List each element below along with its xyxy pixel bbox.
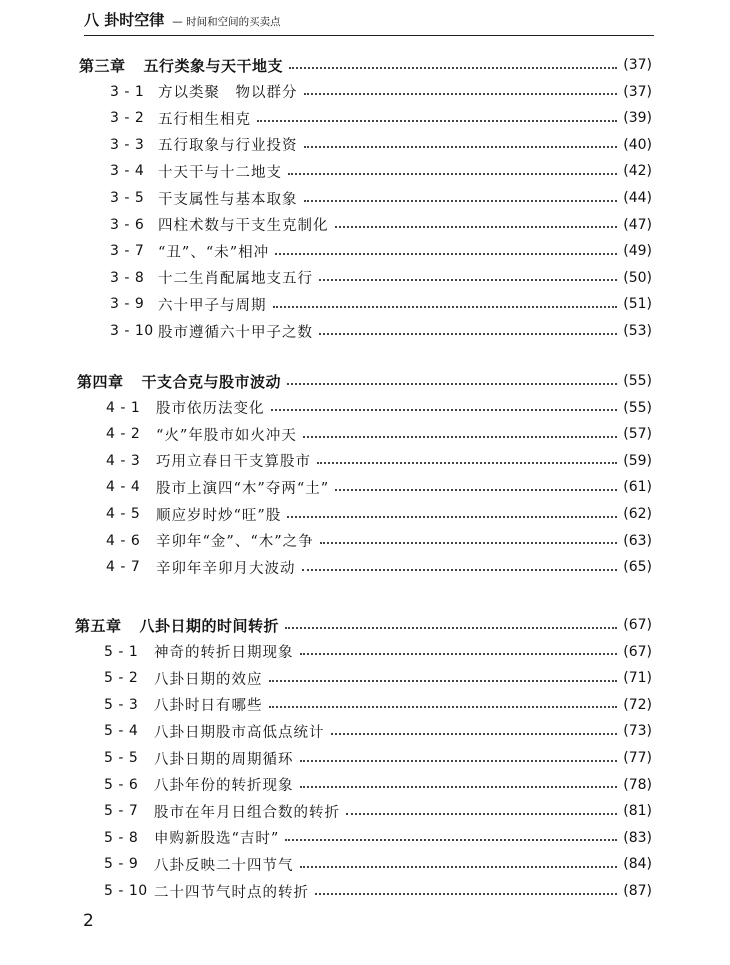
section-page: (53): [623, 323, 652, 339]
toc-section-row[interactable]: [110, 267, 652, 289]
section-page: (44): [623, 190, 652, 206]
section-page: (40): [623, 136, 652, 153]
section-page: (42): [623, 163, 652, 180]
section-number: 5 - 7: [104, 803, 139, 820]
chapter-heading: [77, 371, 281, 392]
section-title: 十天干与十二地支: [158, 164, 282, 181]
section-page: (59): [623, 452, 652, 469]
section-number: 5 - 10: [104, 883, 148, 899]
chapter-heading: [79, 55, 283, 76]
toc-section-row[interactable]: [104, 641, 652, 663]
section-title: 顺应岁时炒“旺”股: [156, 507, 282, 524]
section-title: 股市在年月日组合数的转折: [154, 804, 340, 821]
dot-leader: [315, 892, 617, 895]
toc-chapter-row[interactable]: [79, 54, 652, 76]
section-page: (37): [623, 83, 652, 100]
section-page: (62): [623, 506, 652, 522]
section-page: (67): [623, 643, 652, 660]
toc-section-row[interactable]: [110, 214, 652, 236]
section-number: 3 - 1: [110, 83, 145, 100]
section-page: (72): [623, 696, 652, 713]
toc-section-row[interactable]: [104, 667, 652, 689]
section-number: 5 - 9: [104, 856, 139, 873]
section-title: 五行取象与行业投资: [158, 138, 298, 155]
section-page: (77): [623, 750, 652, 766]
dot-leader: [300, 652, 618, 655]
toc-section-row[interactable]: [110, 320, 652, 342]
section-title: 六十甲子与周期: [158, 297, 267, 314]
section-title: 巧用立春日干支算股市: [156, 454, 311, 471]
dot-leader: [304, 92, 618, 95]
dot-leader: [285, 838, 617, 841]
dot-leader: [319, 332, 617, 335]
dot-leader: [304, 145, 618, 148]
chapter-page: (37): [623, 57, 652, 73]
dot-leader: [303, 435, 617, 438]
section-title: 干支属性与基本取象: [158, 191, 298, 208]
toc-section-row[interactable]: [110, 134, 652, 156]
section-number: 5 - 1: [104, 643, 139, 660]
dot-leader: [300, 865, 618, 868]
book-title: 八 卦时空律: [84, 11, 165, 29]
dot-leader: [275, 252, 617, 255]
section-title: 申购新股选“吉时”: [154, 831, 280, 848]
section-number: 3 - 10: [110, 323, 154, 339]
toc-section-row[interactable]: [104, 853, 652, 875]
dot-leader: [271, 408, 618, 411]
section-page: (51): [623, 296, 652, 313]
section-title: 八卦时日有哪些: [154, 698, 263, 715]
toc-section-row[interactable]: [104, 880, 652, 902]
section-number: 3 - 3: [110, 136, 145, 153]
toc-chapter-row[interactable]: [77, 370, 652, 392]
toc-section-row[interactable]: [110, 293, 652, 315]
section-title: 股市遵循六十甲子之数: [158, 324, 313, 341]
toc-section-row[interactable]: [104, 827, 652, 849]
section-title: 股市依历法变化: [156, 401, 265, 418]
section-page: (57): [623, 426, 652, 443]
section-number: 5 - 8: [104, 829, 139, 846]
section-title: 八卦日期的效应: [154, 671, 263, 688]
section-number: 4 - 4: [106, 479, 141, 496]
chapter-label: 第五章: [75, 616, 122, 635]
toc-section-row[interactable]: [110, 187, 652, 209]
dot-leader: [320, 541, 618, 544]
section-number: 3 - 4: [110, 163, 145, 180]
chapter-heading: [75, 615, 279, 636]
section-page: (63): [623, 532, 652, 549]
toc-section-row[interactable]: [106, 530, 652, 552]
section-number: 3 - 8: [110, 269, 145, 286]
section-page: (84): [623, 856, 652, 873]
section-title: 八卦反映二十四节气: [154, 857, 294, 874]
toc-section-row[interactable]: [106, 476, 652, 498]
section-title: 二十四节气时点的转折: [154, 884, 309, 901]
dot-leader: [287, 382, 617, 385]
chapter-page: (55): [623, 373, 652, 389]
section-number: 5 - 4: [104, 723, 139, 740]
section-number: 4 - 5: [106, 506, 141, 522]
section-title: 神奇的转折日期现象: [154, 645, 294, 662]
section-title: 八卦日期的周期循环: [154, 751, 294, 768]
page-number: 2: [83, 911, 94, 931]
section-page: (55): [623, 399, 652, 416]
dot-leader: [335, 488, 617, 491]
toc-section-row[interactable]: [106, 556, 652, 578]
toc-section-row[interactable]: [106, 423, 652, 445]
section-page: (50): [623, 269, 652, 286]
section-title: 四柱术数与干支生克制化: [158, 218, 329, 235]
section-number: 5 - 2: [104, 670, 139, 687]
section-number: 4 - 6: [106, 532, 141, 549]
section-page: (87): [623, 883, 652, 899]
toc-section-row[interactable]: [110, 107, 652, 129]
section-page: (39): [623, 110, 652, 127]
section-title: 股市上演四“木”夺两“土”: [156, 480, 330, 497]
chapter-label: 第三章: [79, 56, 126, 75]
section-title: 十二生肖配属地支五行: [158, 271, 313, 288]
section-title: 五行相生相克: [158, 111, 251, 128]
section-page: (81): [623, 803, 652, 820]
section-title: 八卦年份的转折现象: [154, 778, 294, 795]
section-title: 辛卯年“金”、“木”之争: [156, 534, 314, 551]
dot-leader: [304, 199, 618, 202]
section-number: 3 - 9: [110, 296, 145, 313]
book-subtitle: — 时间和空间的买卖点: [172, 16, 281, 28]
toc-section-row[interactable]: [110, 160, 652, 182]
dot-leader: [319, 278, 617, 281]
chapter-label: 第四章: [77, 372, 124, 391]
dot-leader: [269, 705, 618, 708]
section-number: 5 - 3: [104, 696, 139, 713]
dot-leader: [317, 461, 617, 464]
toc-chapter-row[interactable]: [75, 614, 652, 636]
section-number: 3 - 2: [110, 110, 145, 127]
section-number: 4 - 7: [106, 559, 141, 576]
dot-leader: [287, 515, 617, 518]
section-number: 5 - 5: [104, 750, 139, 766]
section-title: 八卦日期股市高低点统计: [154, 724, 325, 741]
dot-leader: [346, 812, 617, 815]
section-title: 方以类聚 物以群分: [158, 85, 298, 102]
section-page: (71): [623, 670, 652, 687]
toc-section-row[interactable]: [110, 240, 652, 262]
section-number: 4 - 3: [106, 452, 141, 469]
section-title: “丑”、“未”相冲: [158, 244, 270, 261]
toc-section-row[interactable]: [104, 800, 652, 822]
section-page: (61): [623, 479, 652, 496]
dot-leader: [257, 119, 617, 122]
chapter-title: 八卦日期的时间转折: [139, 616, 280, 635]
section-page: (47): [623, 216, 652, 233]
chapter-title: 干支合克与股市波动: [141, 372, 282, 391]
toc-section-row[interactable]: [106, 450, 652, 472]
section-number: 3 - 6: [110, 216, 145, 233]
dot-leader: [288, 172, 617, 175]
toc-section-row[interactable]: [104, 720, 652, 742]
section-page: (49): [623, 243, 652, 260]
section-page: (83): [623, 829, 652, 846]
dot-leader: [269, 679, 618, 682]
dot-leader: [300, 759, 618, 762]
section-page: (78): [623, 776, 652, 793]
dot-leader: [285, 626, 617, 629]
section-number: 4 - 1: [106, 399, 141, 416]
dot-leader: [300, 785, 618, 788]
dot-leader: [289, 66, 617, 69]
section-number: 4 - 2: [106, 426, 141, 443]
chapter-page: (67): [623, 617, 652, 633]
toc-section-row[interactable]: [106, 397, 652, 419]
dot-leader: [302, 568, 618, 571]
section-page: (73): [623, 723, 652, 740]
section-title: 辛卯年辛卯月大波动: [156, 560, 296, 577]
dot-leader: [273, 305, 618, 308]
dot-leader: [331, 732, 618, 735]
chapter-title: 五行类象与天干地支: [143, 56, 284, 75]
toc-section-row[interactable]: [104, 747, 652, 769]
toc-section-row[interactable]: [104, 774, 652, 796]
section-title: “火”年股市如火冲天: [156, 427, 297, 444]
section-number: 3 - 5: [110, 190, 145, 206]
dot-leader: [335, 225, 618, 228]
section-number: 3 - 7: [110, 243, 145, 260]
section-number: 5 - 6: [104, 776, 139, 793]
toc-section-row[interactable]: [106, 503, 652, 525]
section-page: (65): [623, 559, 652, 576]
toc-section-row[interactable]: [110, 81, 652, 103]
toc-section-row[interactable]: [104, 694, 652, 716]
